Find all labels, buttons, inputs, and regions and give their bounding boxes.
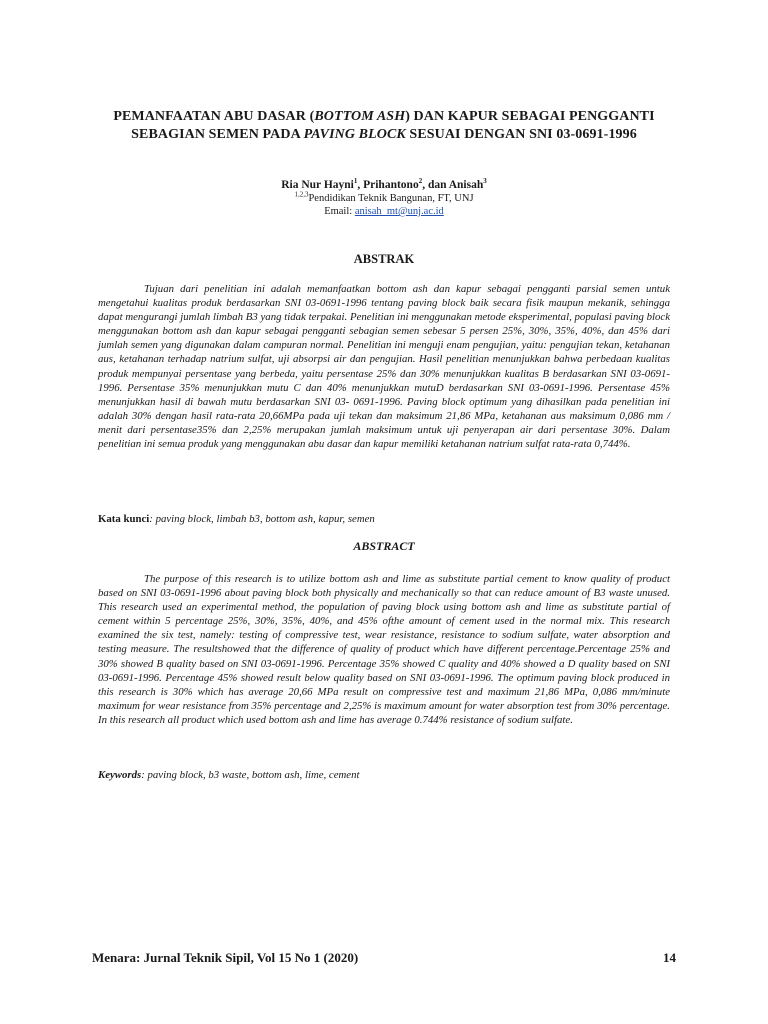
kata-kunci-label: Kata kunci — [98, 513, 150, 525]
affiliation-text: Pendidikan Teknik Bangunan, FT, UNJ — [308, 193, 474, 204]
author-1: Ria Nur Hayni — [281, 179, 354, 191]
abstract-text: The purpose of this research is to utilize bottom ash and lime as substitute partial cement to know quality of product based on SNI 03-0691-1996 about paving block both physically and mechanically so that can reduce amount of B3 waste unused. This research used an experimental method, the population of paving block using bottom ash and lime as substitute partial of cement within 5 percentage 25%, 30%, 35%, 40%, and 45% ofthe amount of cement used in the normal mix. This research examined the six test, namely: testing of compressive test, wear resistance, resistance to sodium sulfate, water absorption and testing measure. The resultshowed that the difference of quality of product which have different percentage.Percentage 25% and 30% showed B quality based on SNI 03-0691-1996. Percentage 35% showed C quality and 40% showed a D quality based on SNI 03-0691-1996. Percentage 45% showed result below quality based on SNI 03-0691-1996. The optimum paving block produced in this research is 30% which has average 20,66 MPa result on compressive test and maximum 21,86 MPa, 0,086 mm/minute maximum for wear resistance from 35% percentage and 2,25% is maximum amount for water absorption test from 30% percentage. In this research all product which used bottom ash and lime has average 0.744% resistance of sodium sulfate. — [98, 573, 670, 726]
abstrak-body — [98, 282, 670, 451]
title-italic-bottom-ash: BOTTOM ASH — [314, 109, 406, 124]
journal-footer: Menara: Jurnal Teknik Sipil, Vol 15 No 1 (2020) — [92, 950, 359, 965]
kata-kunci — [98, 512, 670, 526]
title-part-3: SESUAI DENGAN SNI 03-0691-1996 — [405, 127, 637, 142]
keywords — [98, 768, 670, 782]
email-label: Email: — [324, 206, 355, 217]
affiliation — [80, 192, 688, 205]
author-2: , Prihantono — [357, 179, 419, 191]
affiliation-sup: 1,2,3 — [294, 190, 309, 199]
title-part-2: ) DAN KAPUR SEBAGAI PENGGANTI SEBAGIAN SEMEN PADA — [131, 109, 655, 142]
abstract-heading: ABSTRACT — [353, 539, 415, 553]
email-line — [80, 205, 688, 218]
email-link[interactable]: anisah_mt@unj.ac.id — [354, 206, 444, 217]
abstract-body — [98, 572, 670, 727]
author-line — [80, 178, 688, 192]
author-3-sup: 3 — [483, 177, 487, 186]
author-3: , dan Anisah — [422, 179, 484, 191]
keywords-label: Keywords — [98, 769, 142, 781]
abstrak-heading: ABSTRAK — [353, 252, 415, 266]
title-part-1: PEMANFAATAN ABU DASAR ( — [113, 109, 315, 124]
title-italic-paving-block: PAVING BLOCK — [303, 127, 406, 142]
page-number: 14 — [663, 950, 676, 965]
paper-title — [80, 108, 688, 144]
author-2-sup: 2 — [418, 177, 423, 186]
kata-kunci-text: : paving block, limbah b3, bottom ash, kapur, semen — [149, 513, 375, 525]
author-1-sup: 1 — [353, 177, 358, 186]
abstrak-text: Tujuan dari penelitian ini adalah memanfaatkan bottom ash dan kapur sebagai pengganti parsial semen untuk mengetahui kualitas produk berdasarkan SNI 03-0691-1996 tentang paving block baik secara fisik maupun mekanik, sehingga dapat mengurangi jumlah limbah B3 yang tidak terpakai. Penelitian ini menggunakan metode eksperimental, populasi paving block menggunakan bottom ash dan kapur sebagai pengganti sebagian semen sebesar 5 persen 25%, 30%, 35%, 40%, dan 45% dari jumlah semen yang digunakan dalam campuran normal. Penelitian ini menguji enam pengujian, yaitu: pengujian tekan, ketahanan aus, ketahanan terhadap natrium sulfat, uji absorpsi air dan pengujian. Hasil penelitian menunjukkan bahwa perbedaan kualitas produk mempunyai persentase yang berbeda, yaitu persentase 25% dan 30% menunjukkan kualitas B berdasarkan SNI 03-0691-1996. Persentase 35% menunjukkan mutu C dan 40% menunjukkan mutuD berdasarkan SNI 03-0691-1996. Persentase 45% menunjukkan hasil di bawah mutu berdasarkan SNI 03- 0691-1996. Paving block optimum yang dihasilkan pada penelitian ini adalah 30% dengan hasil rata-rata 20,66MPa pada uji tekan dan maksimum 21,86 MPa, ketahanan aus maksimum 0,086 mm / menit dari persentase35% dan 2,25% merupakan jumlah maksimum untuk uji penyerapan air dari persentase 30%. Dalam penelitian ini semua produk yang menggunakan abu dasar dan kapur memiliki ketahanan natrium sulfat rata-rata 0,744%. — [98, 283, 670, 451]
keywords-text: : paving block, b3 waste, bottom ash, lime, cement — [141, 769, 360, 781]
